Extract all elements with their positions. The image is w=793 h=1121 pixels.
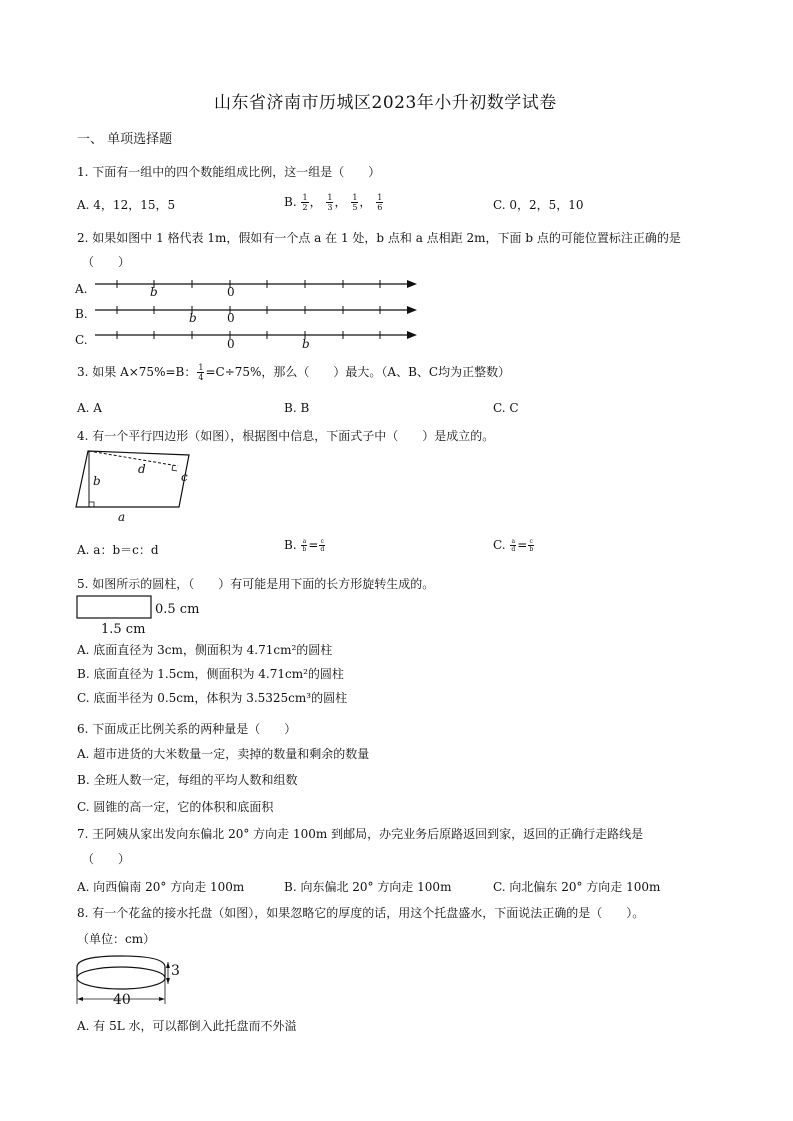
q2-line-c-label: C. (75, 333, 88, 347)
q4-option-c-label: C. (493, 538, 506, 552)
q3-option-b: B. B (284, 401, 310, 415)
q3-option-c: C. C (493, 401, 519, 415)
q1-option-b: B. $\frac{1}{2}$ ， $\frac{1}{3}$ ， $\frac{1}{5}$ ， $\frac{1}{6}$ (284, 193, 383, 212)
q3-stem-post: =C÷75%，那么（ ）最大。（A、B、C均为正整数） (205, 365, 511, 379)
q1-option-b-label: B. (284, 195, 297, 209)
numerator: 1 (327, 193, 333, 202)
q8-tray-diameter-label: 40 (113, 992, 131, 1008)
q2-number-line-b (95, 304, 425, 324)
q2-line-b-zero: 0 (227, 311, 235, 325)
denominator: 2 (302, 203, 308, 212)
q2-line-c-zero: 0 (227, 337, 235, 351)
q2-line-c-b-label: b (302, 337, 310, 351)
q4-figure-label-a: a (118, 510, 126, 524)
page-title: 山东省济南市历城区2023年小升初数学试卷 (214, 93, 557, 113)
numerator: 1 (302, 193, 308, 202)
q6-option-b: B. 全班人数一定，每组的平均人数和组数 (77, 773, 298, 787)
q2-line-b-b-label: b (189, 311, 197, 325)
denominator: d (511, 546, 516, 553)
q8-stem: 8. 有一个花盆的接水托盘（如图），如果忽略它的厚度的话，用这个托盘盛水，下面说法正确的是（ ）。 (77, 906, 645, 920)
q5-option-b: B. 底面直径为 1.5cm，侧面积为 4.71cm²的圆柱 (77, 667, 344, 681)
denominator: b (529, 546, 534, 553)
q5-rectangle-bottom-label: 1.5 cm (101, 622, 146, 637)
q7-stem: 7. 王阿姨从家出发向东偏北 20° 方向走 100m 到邮局，办完业务后原路返回到家，返回的正确行走路线是 (77, 827, 644, 841)
q1-b-fraction-3 (351, 193, 358, 212)
numerator: 1 (198, 363, 204, 372)
q4-c-fraction-right (528, 538, 534, 553)
q4-option-b-label: B. (284, 538, 297, 552)
q1-option-c: C. 0，2，5，10 (493, 198, 584, 212)
denominator: 6 (377, 203, 383, 212)
q2-stem: 2. 如果如图中 1 格代表 1m，假如有一个点 a 在 1 处，b 点和 a 点相距 2m，下面 b 点的可能位置标注正确的是 (77, 231, 681, 245)
q3-fraction (197, 363, 204, 382)
q2-line-b-label: B. (75, 307, 88, 321)
q2-number-line-c (95, 329, 425, 349)
q1-b-fraction-2 (326, 193, 333, 212)
denominator: b (302, 546, 307, 553)
q4-option-c: C. $\frac{a}{d}$ = $\frac{c}{b}$ (493, 538, 534, 553)
q6-option-a: A. 超市进货的大米数量一定，卖掉的数量和剩余的数量 (77, 747, 370, 761)
q2-paren: （ ） (82, 255, 131, 269)
q1-b-fraction-4 (376, 193, 383, 212)
q3-option-a: A. A (77, 401, 102, 415)
numerator: 1 (352, 193, 358, 202)
denominator: 3 (327, 203, 333, 212)
q4-figure-label-b: b (93, 474, 101, 488)
q5-rectangle-side-label: 0.5 cm (155, 602, 200, 617)
q4-figure-label-c: c (181, 470, 188, 484)
q7-option-b: B. 向东偏北 20° 方向走 100m (284, 880, 452, 894)
denominator: d (320, 546, 325, 553)
numerator: a (302, 538, 307, 545)
numerator: c (529, 538, 533, 545)
q4-b-fraction-right (319, 538, 325, 553)
q8-option-a: A. 有 5L 水，可以都倒入此托盘而不外溢 (77, 1019, 297, 1033)
q2-line-a-b-label: b (150, 285, 158, 299)
q5-option-c: C. 底面半径为 0.5cm，体积为 3.5325cm³的圆柱 (77, 691, 348, 705)
q4-c-fraction-left (510, 538, 516, 553)
q5-option-a: A. 底面直径为 3cm，侧面积为 4.71cm²的圆柱 (77, 643, 333, 657)
q8-tray-height-label: 3 (171, 963, 180, 979)
section-heading: 一、 单项选择题 (77, 132, 173, 147)
q1-option-a: A. 4，12，15，5 (77, 198, 176, 212)
q5-rectangle-figure (76, 595, 156, 621)
q6-option-c: C. 圆锥的高一定，它的体积和底面积 (77, 800, 274, 814)
q4-option-b: B. $\frac{a}{b}$ = $\frac{c}{d}$ (284, 538, 325, 553)
q1-b-fraction-1 (301, 193, 308, 212)
q4-stem: 4. 有一个平行四边形（如图），根据图中信息，下面式子中（ ）是成立的。 (77, 429, 495, 443)
q2-line-a-zero: 0 (227, 285, 235, 299)
q7-paren: （ ） (82, 852, 131, 866)
numerator: c (320, 538, 324, 545)
denominator: 5 (352, 203, 358, 212)
q2-line-a-label: A. (75, 282, 88, 296)
numerator: 1 (377, 193, 383, 202)
denominator: 4 (198, 373, 204, 382)
q3-stem (77, 363, 510, 382)
q7-option-c: C. 向北偏东 20° 方向走 100m (493, 880, 661, 894)
q5-stem: 5. 如图所示的圆柱，（ ）有可能是用下面的长方形旋转生成的。 (77, 577, 435, 591)
numerator: a (511, 538, 516, 545)
q3-stem-pre: 3. 如果 A×75%=B： (77, 365, 197, 379)
q1-stem: 1. 下面有一组中的四个数能组成比例，这一组是（ ） (77, 165, 381, 179)
q4-figure-label-d: d (138, 462, 146, 476)
q7-option-a: A. 向西偏南 20° 方向走 100m (77, 880, 245, 894)
q4-b-fraction-left (301, 538, 307, 553)
q2-number-line-a (95, 278, 425, 298)
q4-option-a: A. a：b＝c：d (77, 543, 159, 557)
q6-stem: 6. 下面成正比例关系的两种量是（ ） (77, 722, 297, 736)
q8-unit-note: （单位：cm） (77, 932, 156, 946)
